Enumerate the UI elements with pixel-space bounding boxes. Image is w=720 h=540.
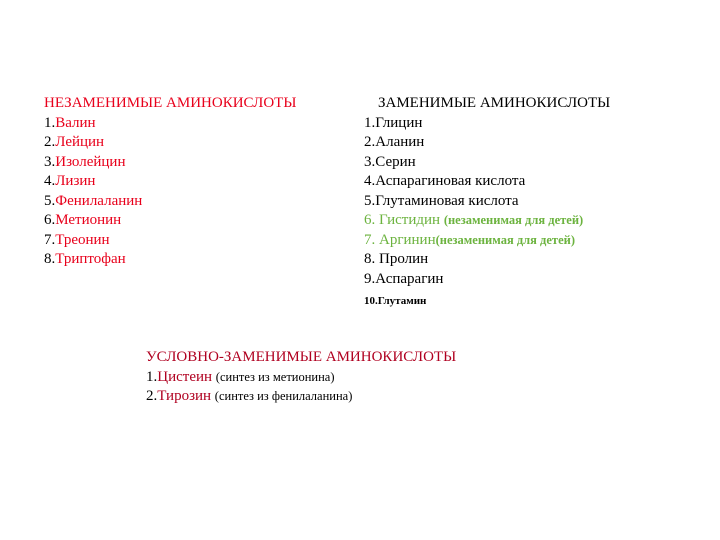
list-item: 1.Цистеин (синтез из метионина) <box>146 368 335 385</box>
list-item: 4.Аспарагиновая кислота <box>364 173 526 189</box>
list-item: 3.Серин <box>364 153 416 170</box>
list-item: 2.Аланин <box>364 134 425 150</box>
list-item: 2.Тирозин (синтез из фенилаланина) <box>146 388 353 404</box>
list-item: 5.Фенилаланин <box>44 192 143 209</box>
nonessential-amino-acids-section <box>364 94 610 312</box>
list-item: 5.Глутаминовая кислота <box>364 192 519 209</box>
conditional-title: УСЛОВНО-ЗАМЕНИМЫЕ АМИНОКИСЛОТЫ <box>146 349 457 365</box>
essential-title: НЕЗАМЕНИМЫЕ АМИНОКИСЛОТЫ <box>44 95 297 111</box>
conditional-amino-acids-section <box>146 348 456 407</box>
list-item: 1.Валин <box>44 114 96 131</box>
list-item: 3.Изолейцин <box>44 153 126 170</box>
list-item: 7. Аргинин(незаменимая для детей) <box>364 231 575 248</box>
list-item: 6.Метионин <box>44 212 122 228</box>
list-item: 4.Лизин <box>44 173 96 189</box>
list-item: 10.Глутамин <box>364 295 427 307</box>
list-item: 2.Лейцин <box>44 134 105 150</box>
list-item: 1.Глицин <box>364 114 423 131</box>
nonessential-title: ЗАМЕНИМЫЕ АМИНОКИСЛОТЫ <box>378 95 611 111</box>
list-item: 8.Триптофан <box>44 251 126 267</box>
list-item: 8. Пролин <box>364 251 429 267</box>
list-item: 6. Гистидин (незаменимая для детей) <box>364 212 584 228</box>
essential-amino-acids-section <box>44 94 296 270</box>
list-item: 7.Треонин <box>44 231 110 248</box>
list-item: 9.Аспарагин <box>364 270 444 287</box>
